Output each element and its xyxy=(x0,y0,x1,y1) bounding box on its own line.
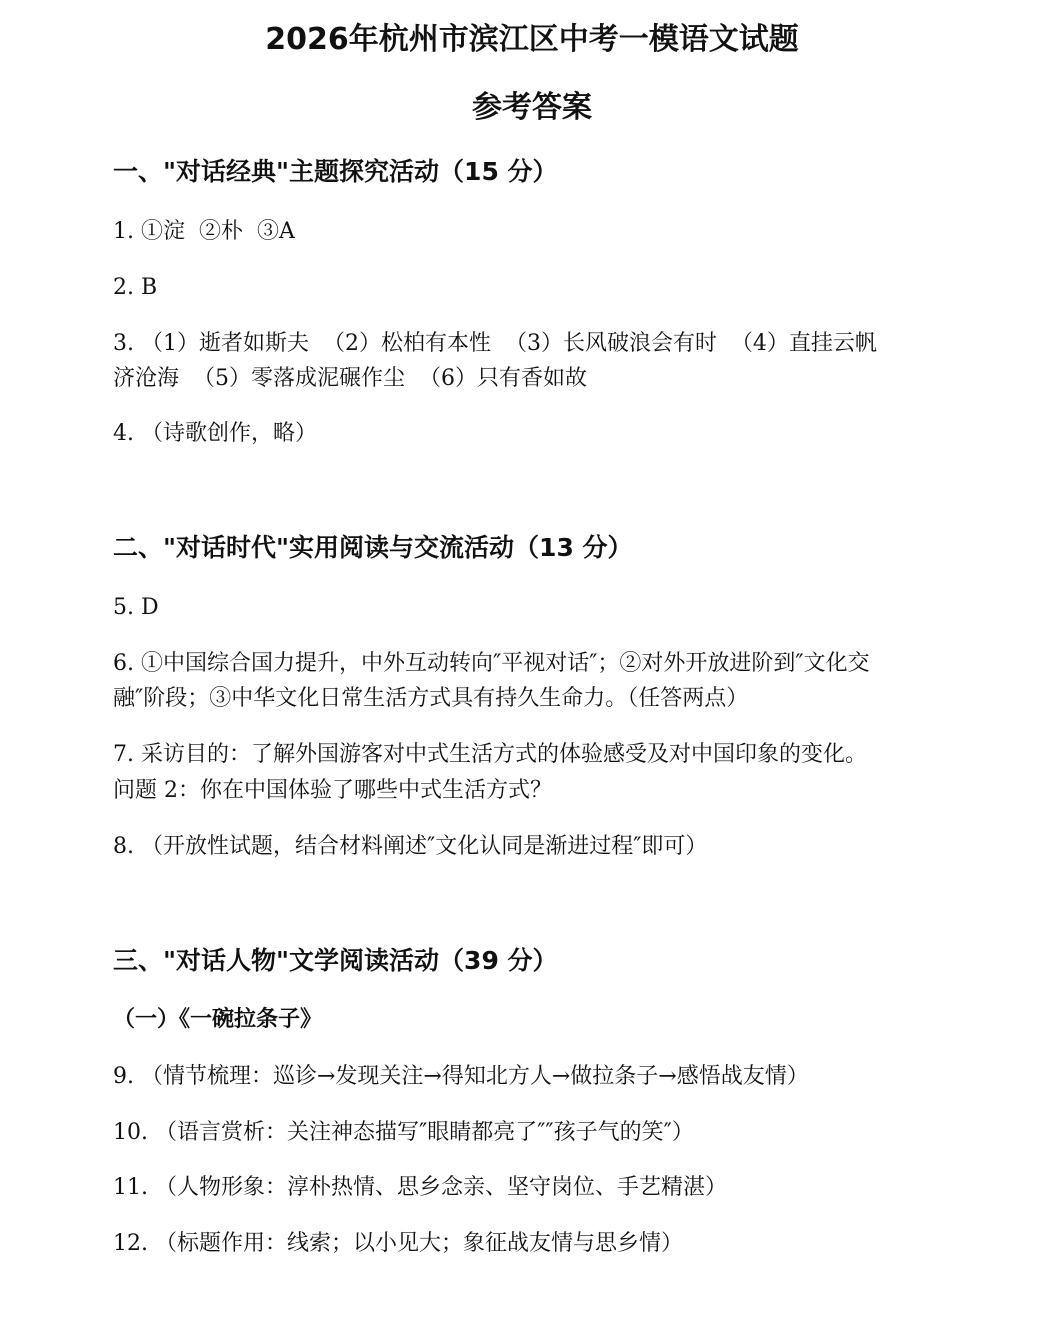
answer-8: 8. （开放性试题，结合材料阐述″文化认同是渐进过程″即可） xyxy=(113,834,708,859)
answer-3-line-1: 3. （1）逝者如斯夫 （2）松柏有本性 （3）长风破浪会有时 （4）直挂云帆 xyxy=(113,331,877,356)
section-3-heading: 三、"对话人物"文学阅读活动（39 分） xyxy=(113,946,558,975)
document-title: 2026年杭州市滨江区中考一模语文试题 xyxy=(265,22,799,57)
answer-3-line-2: 济沧海 （5）零落成泥碾作尘 （6）只有香如故 xyxy=(113,366,587,391)
answer-5: 5. D xyxy=(113,595,159,620)
answer-10: 10. （语言赏析：关注神态描写″眼睛都亮了″″孩子气的笑″） xyxy=(113,1120,694,1145)
answer-6-line-2: 融″阶段；③中华文化日常生活方式具有持久生命力。（任答两点） xyxy=(113,686,749,711)
answer-11: 11. （人物形象：淳朴热情、思乡念亲、坚守岗位、手艺精湛） xyxy=(113,1175,727,1200)
answer-4: 4. （诗歌创作，略） xyxy=(113,421,317,446)
section-2-heading: 二、"对话时代"实用阅读与交流活动（13 分） xyxy=(113,533,633,562)
answer-1: 1. ①淀 ②朴 ③A xyxy=(113,219,295,244)
document-subtitle: 参考答案 xyxy=(472,90,592,125)
answer-12: 12. （标题作用：线索；以小见大；象征战友情与思乡情） xyxy=(113,1231,683,1256)
answer-9: 9. （情节梳理：巡诊→发现关注→得知北方人→做拉条子→感悟战友情） xyxy=(113,1064,809,1089)
section-3-subheading: （一）《一碗拉条子》 xyxy=(113,1007,323,1032)
answer-2: 2. B xyxy=(113,275,158,300)
answer-6-line-1: 6. ①中国综合国力提升，中外互动转向″平视对话″；②对外开放进阶到″文化交 xyxy=(113,651,870,676)
answer-7-line-1: 7. 采访目的：了解外国游客对中式生活方式的体验感受及对中国印象的变化。 xyxy=(113,742,867,767)
section-1-heading: 一、"对话经典"主题探究活动（15 分） xyxy=(113,157,558,186)
answer-7-line-2: 问题 2：你在中国体验了哪些中式生活方式？ xyxy=(113,778,552,803)
